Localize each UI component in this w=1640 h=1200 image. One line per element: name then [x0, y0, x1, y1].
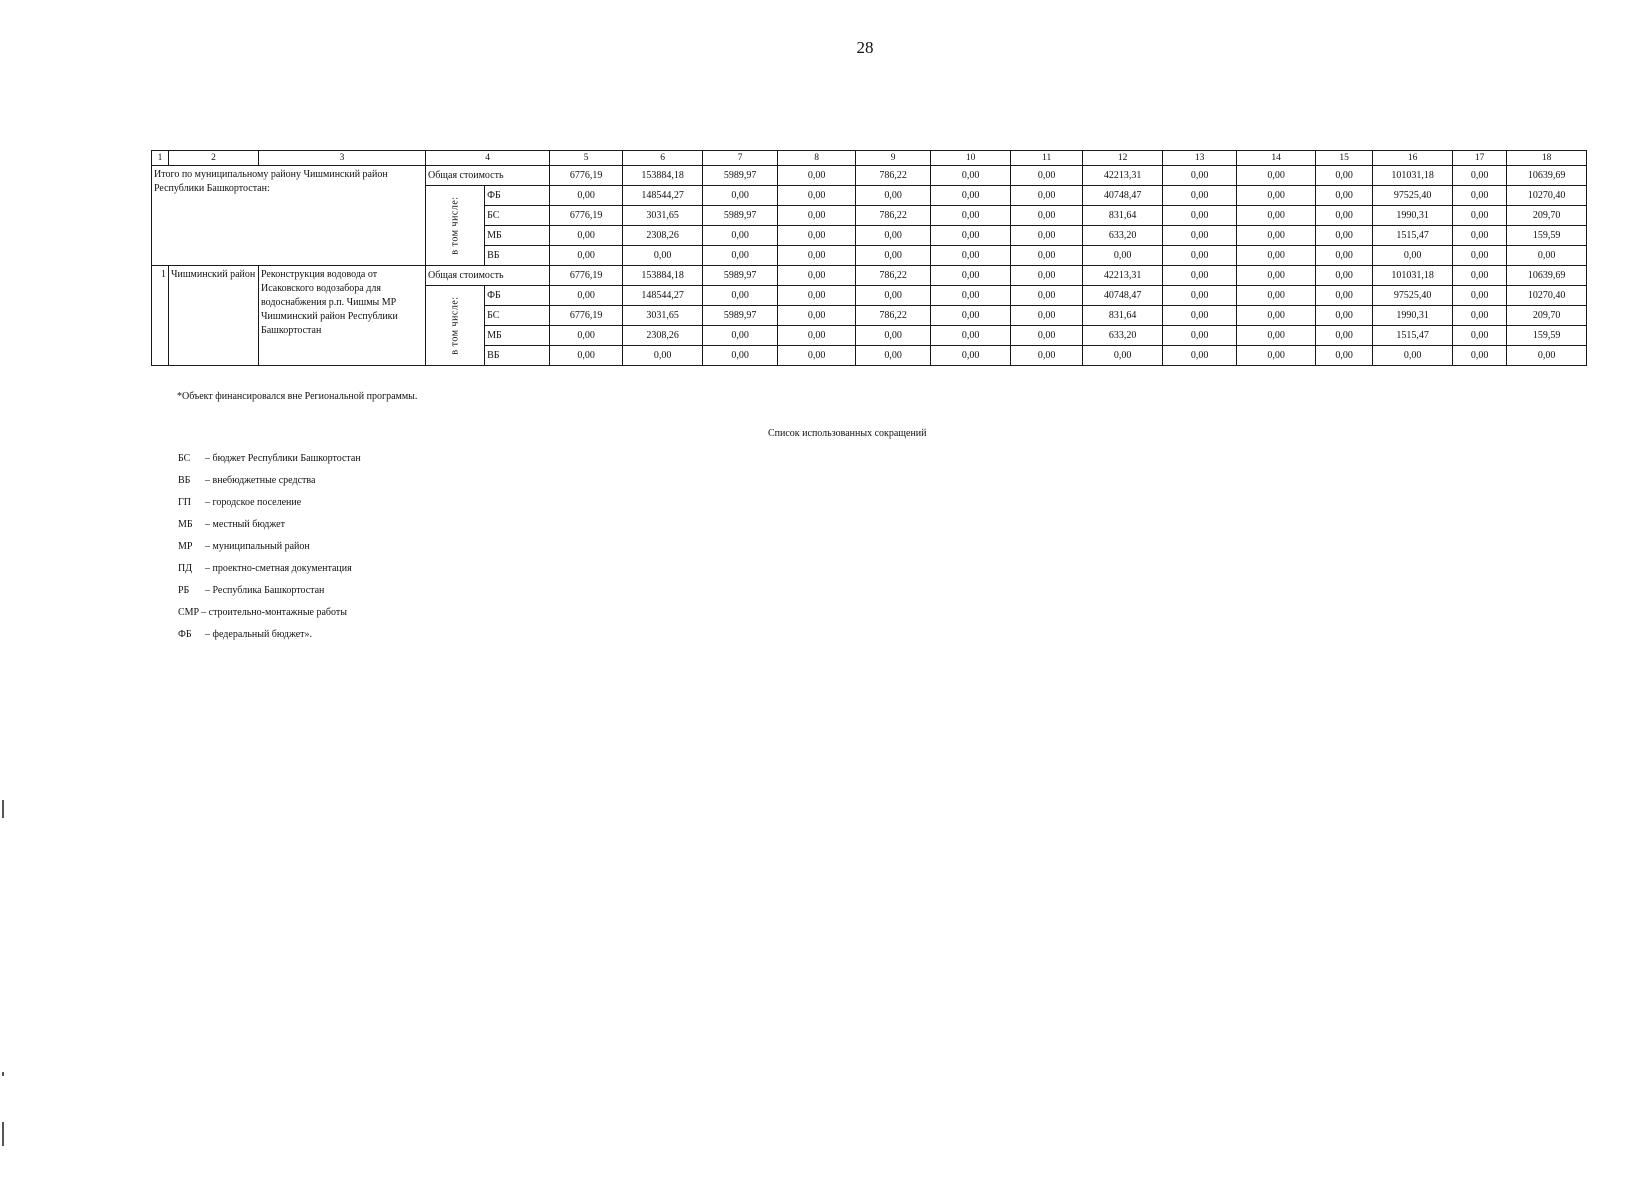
- value-cell: 3031,65: [623, 206, 703, 226]
- value-cell: 97525,40: [1373, 186, 1453, 206]
- header-cell: 15: [1316, 151, 1373, 166]
- value-cell: 5989,97: [703, 266, 778, 286]
- value-cell: 0,00: [1163, 306, 1237, 326]
- value-cell: 159,59: [1507, 226, 1587, 246]
- value-cell: 0,00: [623, 346, 703, 366]
- header-cell: 1: [152, 151, 169, 166]
- in-that-number-label: [426, 286, 485, 366]
- value-cell: 159,59: [1507, 326, 1587, 346]
- value-cell: 0,00: [1237, 226, 1316, 246]
- abbreviation-text: – бюджет Республики Башкортостан: [205, 453, 361, 464]
- value-cell: 3031,65: [623, 306, 703, 326]
- value-cell: 0,00: [931, 306, 1011, 326]
- value-cell: 1990,31: [1373, 206, 1453, 226]
- funding-source: БС: [485, 206, 550, 226]
- value-cell: 101031,18: [1373, 266, 1453, 286]
- funding-source: БС: [485, 306, 550, 326]
- abbreviation-item: [178, 585, 361, 607]
- value-cell: 0,00: [550, 346, 623, 366]
- value-cell: 0,00: [1316, 326, 1373, 346]
- value-cell: 0,00: [1316, 206, 1373, 226]
- value-cell: 0,00: [550, 186, 623, 206]
- value-cell: 0,00: [856, 286, 931, 306]
- value-cell: 1990,31: [1373, 306, 1453, 326]
- abbreviation-code: СМР: [178, 607, 200, 618]
- abbreviation-item: [178, 541, 361, 563]
- value-cell: 0,00: [1237, 346, 1316, 366]
- value-cell: 0,00: [1453, 306, 1507, 326]
- abbreviation-code: БС: [178, 453, 191, 464]
- value-cell: 0,00: [1011, 326, 1083, 346]
- header-cell: 13: [1163, 151, 1237, 166]
- value-cell: 0,00: [623, 246, 703, 266]
- value-cell: 0,00: [778, 286, 856, 306]
- value-cell: 0,00: [931, 246, 1011, 266]
- value-cell: 148544,27: [623, 286, 703, 306]
- value-cell: 0,00: [1163, 266, 1237, 286]
- abbreviation-code: ВБ: [178, 475, 191, 486]
- value-cell: 0,00: [931, 286, 1011, 306]
- value-cell: 0,00: [1237, 326, 1316, 346]
- value-cell: 0,00: [703, 226, 778, 246]
- value-cell: 0,00: [1163, 326, 1237, 346]
- value-cell: 0,00: [1316, 166, 1373, 186]
- value-cell: 0,00: [1453, 326, 1507, 346]
- funding-source: ВБ: [485, 346, 550, 366]
- abbreviation-item: [178, 607, 361, 629]
- value-cell: 0,00: [1453, 206, 1507, 226]
- value-cell: 0,00: [1163, 206, 1237, 226]
- abbreviation-text: – городское поселение: [205, 497, 302, 508]
- value-cell: 0,00: [1316, 186, 1373, 206]
- value-cell: 0,00: [1316, 286, 1373, 306]
- value-cell: 0,00: [778, 246, 856, 266]
- value-cell: 1515,47: [1373, 226, 1453, 246]
- budget-table: [151, 150, 1587, 366]
- abbreviation-text: – Республика Башкортостан: [205, 585, 325, 596]
- value-cell: 153884,18: [623, 166, 703, 186]
- value-cell: 0,00: [1011, 226, 1083, 246]
- header-cell: 2: [169, 151, 259, 166]
- value-cell: 6776,19: [550, 266, 623, 286]
- table-row: [152, 166, 1587, 186]
- value-cell: 831,64: [1083, 206, 1163, 226]
- object-name: Реконструкция водовода от Исаковского водозабора для водоснабжения р.п. Чишмы МР Чишминский район Республики Башкортостан: [259, 266, 426, 366]
- value-cell: 0,00: [778, 206, 856, 226]
- abbreviation-text: – местный бюджет: [205, 519, 285, 530]
- value-cell: 0,00: [1453, 166, 1507, 186]
- abbreviation-item: [178, 475, 361, 497]
- header-cell: 16: [1373, 151, 1453, 166]
- value-cell: 0,00: [1011, 166, 1083, 186]
- header-cell: 11: [1011, 151, 1083, 166]
- value-cell: 0,00: [778, 326, 856, 346]
- value-cell: 0,00: [703, 246, 778, 266]
- value-cell: 0,00: [1453, 286, 1507, 306]
- value-cell: 0,00: [1316, 226, 1373, 246]
- value-cell: 0,00: [1011, 306, 1083, 326]
- value-cell: 0,00: [1316, 246, 1373, 266]
- value-cell: 0,00: [1373, 246, 1453, 266]
- value-cell: 0,00: [1316, 306, 1373, 326]
- value-cell: 633,20: [1083, 226, 1163, 246]
- value-cell: 0,00: [1163, 226, 1237, 246]
- value-cell: 0,00: [856, 226, 931, 246]
- abbreviation-item: [178, 453, 361, 475]
- value-cell: 10639,69: [1507, 166, 1587, 186]
- value-cell: 0,00: [1316, 346, 1373, 366]
- value-cell: 633,20: [1083, 326, 1163, 346]
- funding-source: ФБ: [485, 286, 550, 306]
- value-cell: 0,00: [1237, 186, 1316, 206]
- value-cell: 0,00: [1011, 346, 1083, 366]
- page-number: 28: [856, 38, 874, 57]
- value-cell: 2308,26: [623, 326, 703, 346]
- value-cell: 148544,27: [623, 186, 703, 206]
- value-cell: 101031,18: [1373, 166, 1453, 186]
- vertical-label-text: в том числе:: [449, 296, 461, 355]
- value-cell: 0,00: [550, 226, 623, 246]
- abbreviation-text: – строительно-монтажные работы: [201, 607, 347, 618]
- header-cell: 7: [703, 151, 778, 166]
- header-cell: 18: [1507, 151, 1587, 166]
- header-cell: 3: [259, 151, 426, 166]
- value-cell: 0,00: [550, 246, 623, 266]
- header-cell: 4: [426, 151, 550, 166]
- value-cell: 786,22: [856, 306, 931, 326]
- abbreviation-item: [178, 563, 361, 585]
- value-cell: 0,00: [1163, 186, 1237, 206]
- abbreviation-text: – муниципальный район: [205, 541, 310, 552]
- value-cell: 0,00: [1011, 246, 1083, 266]
- funding-source: ФБ: [485, 186, 550, 206]
- value-cell: 0,00: [931, 326, 1011, 346]
- header-cell: 8: [778, 151, 856, 166]
- header-cell: 12: [1083, 151, 1163, 166]
- summary-label: Итого по муниципальному району Чишминский район Республики Башкортостан:: [152, 166, 426, 266]
- header-cell: 9: [856, 151, 931, 166]
- value-cell: 0,00: [703, 186, 778, 206]
- value-cell: 0,00: [1373, 346, 1453, 366]
- footnote: *Объект финансировался вне Региональной программы.: [177, 391, 418, 402]
- abbreviation-item: [178, 629, 361, 651]
- value-cell: 0,00: [1507, 246, 1587, 266]
- value-cell: 831,64: [1083, 306, 1163, 326]
- abbreviation-text: – федеральный бюджет».: [205, 629, 313, 640]
- value-cell: 0,00: [1237, 206, 1316, 226]
- abbreviations-title: Список использованных сокращений: [768, 428, 927, 439]
- value-cell: 5989,97: [703, 306, 778, 326]
- value-cell: 0,00: [1163, 166, 1237, 186]
- value-cell: 1515,47: [1373, 326, 1453, 346]
- value-cell: 0,00: [1237, 286, 1316, 306]
- value-cell: 0,00: [778, 346, 856, 366]
- district-name: Чишминский район: [169, 266, 259, 366]
- value-cell: 0,00: [1453, 346, 1507, 366]
- value-cell: 6776,19: [550, 306, 623, 326]
- table-row: [152, 266, 1587, 286]
- value-cell: 0,00: [778, 266, 856, 286]
- funding-source: ВБ: [485, 246, 550, 266]
- value-cell: 0,00: [856, 346, 931, 366]
- value-cell: 0,00: [1316, 266, 1373, 286]
- value-cell: 0,00: [1011, 286, 1083, 306]
- header-cell: 17: [1453, 151, 1507, 166]
- value-cell: 0,00: [1011, 266, 1083, 286]
- abbreviation-code: ПД: [178, 563, 193, 574]
- value-cell: 0,00: [1453, 266, 1507, 286]
- abbreviation-text: – внебюджетные средства: [205, 475, 316, 486]
- value-cell: 0,00: [1163, 346, 1237, 366]
- value-cell: 0,00: [550, 286, 623, 306]
- value-cell: 0,00: [856, 186, 931, 206]
- value-cell: 40748,47: [1083, 186, 1163, 206]
- value-cell: 6776,19: [550, 166, 623, 186]
- header-cell: 5: [550, 151, 623, 166]
- value-cell: 0,00: [778, 166, 856, 186]
- value-cell: 42213,31: [1083, 266, 1163, 286]
- value-cell: 0,00: [856, 326, 931, 346]
- value-cell: 0,00: [550, 326, 623, 346]
- value-cell: 10639,69: [1507, 266, 1587, 286]
- value-cell: 209,70: [1507, 306, 1587, 326]
- header-cell: 14: [1237, 151, 1316, 166]
- abbreviation-text: – проектно-сметная документация: [205, 563, 352, 574]
- value-cell: 0,00: [1237, 306, 1316, 326]
- value-cell: 786,22: [856, 166, 931, 186]
- value-cell: 0,00: [856, 246, 931, 266]
- abbreviation-code: ФБ: [178, 629, 192, 640]
- value-cell: 42213,31: [1083, 166, 1163, 186]
- value-cell: 10270,40: [1507, 186, 1587, 206]
- abbreviation-item: [178, 497, 361, 519]
- abbreviation-code: РБ: [178, 585, 190, 596]
- value-cell: 0,00: [1453, 246, 1507, 266]
- value-cell: 209,70: [1507, 206, 1587, 226]
- value-cell: 0,00: [931, 186, 1011, 206]
- value-cell: 0,00: [703, 326, 778, 346]
- value-cell: 0,00: [778, 186, 856, 206]
- value-cell: 5989,97: [703, 206, 778, 226]
- value-cell: 6776,19: [550, 206, 623, 226]
- value-cell: 0,00: [931, 166, 1011, 186]
- value-cell: 5989,97: [703, 166, 778, 186]
- abbreviation-code: МР: [178, 541, 193, 552]
- value-cell: 153884,18: [623, 266, 703, 286]
- header-cell: 10: [931, 151, 1011, 166]
- value-cell: 0,00: [1011, 206, 1083, 226]
- value-cell: 0,00: [1237, 166, 1316, 186]
- value-cell: 0,00: [1237, 246, 1316, 266]
- value-cell: 0,00: [1011, 186, 1083, 206]
- value-cell: 0,00: [1507, 346, 1587, 366]
- value-cell: 0,00: [931, 226, 1011, 246]
- value-cell: 0,00: [1453, 226, 1507, 246]
- value-cell: 786,22: [856, 206, 931, 226]
- value-cell: 97525,40: [1373, 286, 1453, 306]
- table-header-row: [152, 151, 1587, 166]
- value-cell: 0,00: [778, 306, 856, 326]
- total-cost-label: Общая стоимость: [426, 266, 550, 286]
- value-cell: 0,00: [778, 226, 856, 246]
- scan-artifact: [2, 1072, 4, 1076]
- value-cell: 10270,40: [1507, 286, 1587, 306]
- value-cell: 0,00: [931, 266, 1011, 286]
- total-cost-label: Общая стоимость: [426, 166, 550, 186]
- abbreviation-code: МБ: [178, 519, 193, 530]
- item-number: 1: [152, 266, 169, 366]
- abbreviation-code: ГП: [178, 497, 192, 508]
- value-cell: 0,00: [1163, 286, 1237, 306]
- value-cell: 0,00: [703, 286, 778, 306]
- scan-artifact: [2, 1122, 4, 1146]
- abbreviations-list: [178, 453, 361, 651]
- value-cell: 786,22: [856, 266, 931, 286]
- value-cell: 0,00: [703, 346, 778, 366]
- funding-source: МБ: [485, 326, 550, 346]
- value-cell: 0,00: [931, 346, 1011, 366]
- value-cell: 0,00: [1163, 246, 1237, 266]
- value-cell: 40748,47: [1083, 286, 1163, 306]
- vertical-label-text: в том числе:: [449, 196, 461, 255]
- value-cell: 0,00: [1083, 246, 1163, 266]
- in-that-number-label: [426, 186, 485, 266]
- scan-artifact: [2, 800, 4, 818]
- value-cell: 0,00: [1237, 266, 1316, 286]
- abbreviation-item: [178, 519, 361, 541]
- funding-source: МБ: [485, 226, 550, 246]
- value-cell: 0,00: [1083, 346, 1163, 366]
- value-cell: 0,00: [1453, 186, 1507, 206]
- header-cell: 6: [623, 151, 703, 166]
- value-cell: 2308,26: [623, 226, 703, 246]
- value-cell: 0,00: [931, 206, 1011, 226]
